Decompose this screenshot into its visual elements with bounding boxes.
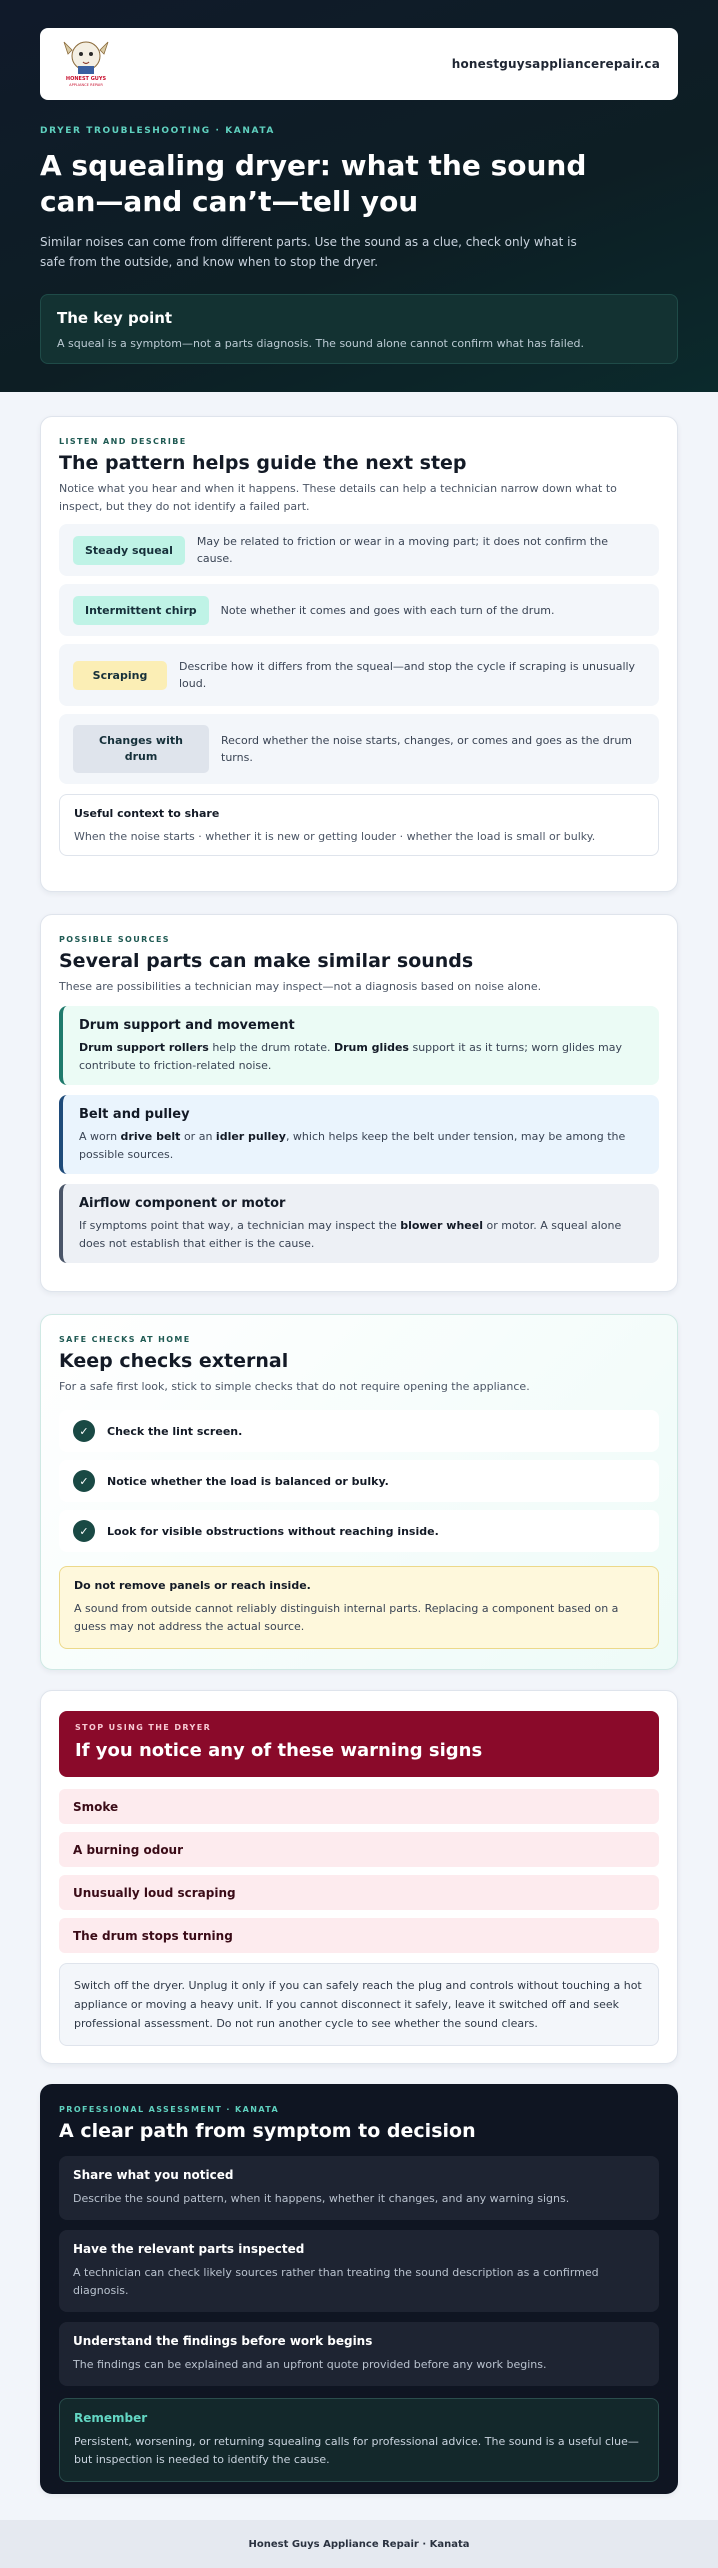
pro-step	[59, 2230, 659, 2312]
check-item	[59, 1510, 659, 1552]
pro-title: A clear path from symptom to decision	[59, 2120, 476, 2142]
hero-intro: Similar noises can come from different parts. Use the sound as a clue, check only what is safe from the outside, and know when to stop the dryer.	[40, 235, 577, 269]
check-item	[59, 1460, 659, 1502]
step-text: The findings can be explained and an upfront quote provided before any work begins.	[73, 2358, 547, 2371]
context-text: When the noise starts · whether it is new or getting louder · whether the load is small or bulky.	[74, 830, 596, 843]
remember-title: Remember	[74, 2411, 148, 2425]
key-point-title: The key point	[57, 309, 173, 327]
source-text-part: help the drum rotate.	[208, 1041, 334, 1054]
listen-eyebrow: LISTEN AND DESCRIBE	[59, 437, 187, 446]
remember-box	[59, 2398, 659, 2482]
footer	[0, 2520, 718, 2568]
source-text-part: A worn	[79, 1130, 121, 1143]
page-title: A squealing dryer: what the sound can—and can’t—tell you	[40, 149, 587, 218]
checkmark-icon: ✓	[73, 1520, 95, 1542]
warning-sign: A burning odour	[59, 1832, 659, 1867]
checks-title: Keep checks external	[59, 1350, 289, 1372]
sources-title: Several parts can make similar sounds	[59, 950, 474, 972]
pattern-tag: Changes with drum	[73, 725, 209, 773]
pro-step	[59, 2156, 659, 2220]
warning-sign: Smoke	[59, 1789, 659, 1824]
source-title: Airflow component or motor	[79, 1196, 286, 1211]
listen-card	[40, 416, 678, 892]
source-term: Drum support rollers	[79, 1041, 209, 1054]
pattern-row	[59, 644, 659, 706]
sources-eyebrow: POSSIBLE SOURCES	[59, 935, 170, 944]
checks-intro: For a safe first look, stick to simple checks that do not require opening the appliance.	[59, 1380, 530, 1393]
professional-card	[40, 2084, 678, 2494]
step-title: Understand the findings before work begins	[73, 2334, 373, 2348]
context-box	[59, 794, 659, 856]
source-item	[59, 1184, 659, 1263]
step-text: A technician can check likely sources rather than treating the sound description as a confirmed diagnosis.	[73, 2266, 599, 2297]
listen-title: The pattern helps guide the next step	[59, 452, 467, 474]
key-point-text: A squeal is a symptom—not a parts diagnosis. The sound alone cannot confirm what has failed.	[57, 337, 585, 350]
warning-sign: The drum stops turning	[59, 1918, 659, 1953]
step-title: Share what you noticed	[73, 2168, 234, 2182]
remember-text: Persistent, worsening, or returning squealing calls for professional advice. The sound is a useful clue—but inspection is needed to identify the cause.	[74, 2435, 639, 2466]
pattern-row	[59, 524, 659, 576]
pattern-row	[59, 584, 659, 636]
source-title: Drum support and movement	[79, 1018, 295, 1033]
source-item	[59, 1006, 659, 1085]
stop-banner	[59, 1711, 659, 1777]
source-term: blower wheel	[400, 1219, 483, 1232]
svg-text:APPLIANCE REPAIR: APPLIANCE REPAIR	[69, 83, 103, 87]
checkmark-icon: ✓	[73, 1470, 95, 1492]
caution-box	[59, 1566, 659, 1649]
stop-instructions: Switch off the dryer. Unplug it only if you can safely reach the plug and controls without touching a hot appliance or moving a heavy unit. If you cannot disconnect it safely, leave it switched off and seek professional assessment. Do not run another cycle to see whether the sound clears.	[59, 1963, 659, 2046]
pattern-tag: Scraping	[73, 661, 167, 690]
checks-card	[40, 1314, 678, 1670]
source-title: Belt and pulley	[79, 1107, 190, 1122]
source-term: idler pulley	[215, 1130, 286, 1143]
company-logo[interactable]	[58, 36, 114, 92]
caution-text: A sound from outside cannot reliably distinguish internal parts. Replacing a component based on a guess may not address the actual source.	[74, 1602, 619, 1633]
check-item	[59, 1410, 659, 1452]
stop-card	[40, 1690, 678, 2064]
caution-title: Do not remove panels or reach inside.	[74, 1579, 311, 1592]
source-text	[79, 1039, 643, 1075]
check-label: Notice whether the load is balanced or bulky.	[107, 1474, 389, 1488]
source-text-part: If symptoms point that way, a technician may inspect the	[79, 1219, 401, 1232]
pattern-desc: Describe how it differs from the squeal—and stop the cycle if scraping is unusually loud.	[179, 660, 636, 690]
source-text	[79, 1217, 643, 1253]
source-item	[59, 1095, 659, 1174]
pattern-desc: Record whether the noise starts, changes, or comes and goes as the drum turns.	[221, 734, 633, 764]
footer-text: Honest Guys Appliance Repair · Kanata	[248, 2538, 470, 2550]
source-text	[79, 1128, 643, 1164]
sources-card	[40, 914, 678, 1292]
source-text-part: or an	[180, 1130, 216, 1143]
check-label: Check the lint screen.	[107, 1424, 243, 1438]
hero-section	[0, 0, 718, 392]
pro-eyebrow: PROFESSIONAL ASSESSMENT · KANATA	[59, 2105, 280, 2114]
key-point-box	[40, 294, 678, 364]
source-term: drive belt	[120, 1130, 181, 1143]
site-url[interactable]: honestguysappliancerepair.ca	[451, 57, 660, 71]
source-text-part: , which helps keep the belt under tension, may be among the possible sources.	[79, 1130, 626, 1161]
svg-text:HONEST GUYS: HONEST GUYS	[65, 76, 107, 82]
pattern-tag: Steady squeal	[73, 536, 185, 565]
source-text-part: or motor. A squeal alone does not establish that either is the cause.	[79, 1219, 622, 1250]
pattern-desc: May be related to friction or wear in a moving part; it does not confirm the cause.	[196, 535, 608, 565]
stop-eyebrow: STOP USING THE DRYER	[75, 1723, 212, 1732]
check-label: Look for visible obstructions without reaching inside.	[107, 1524, 439, 1538]
stop-title: If you notice any of these warning signs	[75, 1740, 483, 1761]
checks-eyebrow: SAFE CHECKS AT HOME	[59, 1335, 191, 1344]
pro-step	[59, 2322, 659, 2386]
checkmark-icon: ✓	[73, 1420, 95, 1442]
pattern-desc: Note whether it comes and goes with each turn of the drum.	[220, 603, 555, 617]
sources-intro: These are possibilities a technician may inspect—not a diagnosis based on noise alone.	[59, 980, 542, 993]
listen-intro: Notice what you hear and when it happens. These details can help a technician narrow down what to inspect, but they do not identify a failed part.	[59, 482, 617, 513]
pattern-tag: Intermittent chirp	[73, 596, 209, 625]
warning-sign: Unusually loud scraping	[59, 1875, 659, 1910]
pattern-row	[59, 714, 659, 784]
source-term: Drum glides	[334, 1041, 409, 1054]
hero-eyebrow: DRYER TROUBLESHOOTING · KANATA	[40, 126, 275, 136]
step-title: Have the relevant parts inspected	[73, 2242, 305, 2256]
brand-bar	[40, 28, 678, 100]
step-text: Describe the sound pattern, when it happens, whether it changes, and any warning signs.	[73, 2192, 570, 2205]
context-title: Useful context to share	[74, 807, 220, 820]
source-text-part: support it as it turns; worn glides may contribute to friction-related noise.	[79, 1041, 622, 1072]
